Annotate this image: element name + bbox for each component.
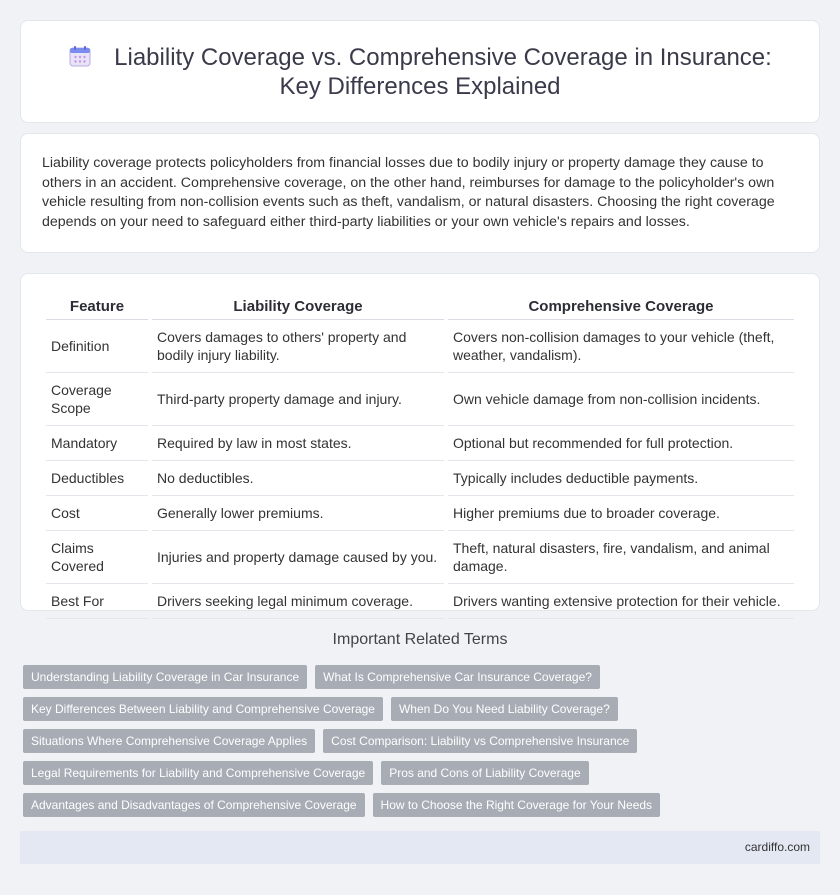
- intro-paragraph: Liability coverage protects policyholders from financial losses due to bodily injury or property damage they cause to others in an accident. Comprehensive coverage, on the other hand, reimburses for damage to the policyholder's own vehicle resulting from non-collision events such as theft, vandalism, or natural disasters. Choosing the right coverage depends on your need to safeguard either third-party liabilities or your own vehicle's repairs and losses.: [42, 155, 775, 230]
- row-feature: Deductibles: [46, 461, 148, 496]
- row-comprehensive: Drivers wanting extensive protection for their vehicle.: [448, 584, 794, 619]
- row-comprehensive: Optional but recommended for full protection.: [448, 426, 794, 461]
- row-liability: Injuries and property damage caused by you.: [152, 531, 444, 584]
- related-terms-list: [23, 665, 823, 825]
- table-row: [46, 496, 794, 531]
- table-row: [46, 531, 794, 584]
- footer: [20, 831, 820, 864]
- row-comprehensive: Theft, natural disasters, fire, vandalism, and animal damage.: [448, 531, 794, 584]
- row-liability: Generally lower premiums.: [152, 496, 444, 531]
- row-comprehensive: Typically includes deductible payments.: [448, 461, 794, 496]
- row-feature: Cost: [46, 496, 148, 531]
- tag-row: [23, 761, 823, 785]
- related-term-link[interactable]: Legal Requirements for Liability and Comprehensive Coverage: [23, 761, 373, 785]
- header-comprehensive: Comprehensive Coverage: [448, 292, 794, 320]
- tag-row: [23, 697, 823, 721]
- tag-row: [23, 793, 823, 817]
- row-liability: Required by law in most states.: [152, 426, 444, 461]
- row-feature: Mandatory: [46, 426, 148, 461]
- table-row: [46, 584, 794, 619]
- row-feature: Claims Covered: [46, 531, 148, 584]
- related-term-link[interactable]: Situations Where Comprehensive Coverage Applies: [23, 729, 315, 753]
- table-row: [46, 320, 794, 373]
- row-feature: Definition: [46, 320, 148, 373]
- table-header-row: [46, 292, 794, 320]
- related-term-link[interactable]: How to Choose the Right Coverage for Your Needs: [373, 793, 661, 817]
- row-liability: Covers damages to others' property and bodily injury liability.: [152, 320, 444, 373]
- intro-card: [20, 133, 820, 253]
- related-term-link[interactable]: Pros and Cons of Liability Coverage: [381, 761, 588, 785]
- row-comprehensive: Higher premiums due to broader coverage.: [448, 496, 794, 531]
- related-term-link[interactable]: Cost Comparison: Liability vs Comprehensive Insurance: [323, 729, 637, 753]
- table-row: [46, 426, 794, 461]
- related-term-link[interactable]: Key Differences Between Liability and Comprehensive Coverage: [23, 697, 383, 721]
- row-liability: Third-party property damage and injury.: [152, 373, 444, 426]
- row-liability: No deductibles.: [152, 461, 444, 496]
- related-terms-heading: Important Related Terms: [332, 631, 508, 648]
- row-liability: Drivers seeking legal minimum coverage.: [152, 584, 444, 619]
- comparison-card: [20, 273, 820, 611]
- header-feature: Feature: [46, 292, 148, 320]
- table-row: [46, 373, 794, 426]
- page-title-text: Liability Coverage vs. Comprehensive Coverage in Insurance: Key Differences Explained: [114, 44, 772, 100]
- tag-row: [23, 665, 823, 689]
- page-title: [51, 43, 789, 101]
- table-row: [46, 461, 794, 496]
- calendar-icon: [68, 44, 92, 68]
- related-term-link[interactable]: What Is Comprehensive Car Insurance Coverage?: [315, 665, 600, 689]
- row-comprehensive: Covers non-collision damages to your vehicle (theft, weather, vandalism).: [448, 320, 794, 373]
- header-card: [20, 20, 820, 123]
- row-feature: Best For: [46, 584, 148, 619]
- related-term-link[interactable]: Understanding Liability Coverage in Car Insurance: [23, 665, 307, 689]
- header-liability: Liability Coverage: [152, 292, 444, 320]
- row-feature: Coverage Scope: [46, 373, 148, 426]
- comparison-table: [42, 292, 798, 619]
- related-term-link[interactable]: When Do You Need Liability Coverage?: [391, 697, 618, 721]
- row-comprehensive: Own vehicle damage from non-collision incidents.: [448, 373, 794, 426]
- related-term-link[interactable]: Advantages and Disadvantages of Comprehensive Coverage: [23, 793, 365, 817]
- footer-site-link[interactable]: cardiffo.com: [744, 840, 810, 854]
- tag-row: [23, 729, 823, 753]
